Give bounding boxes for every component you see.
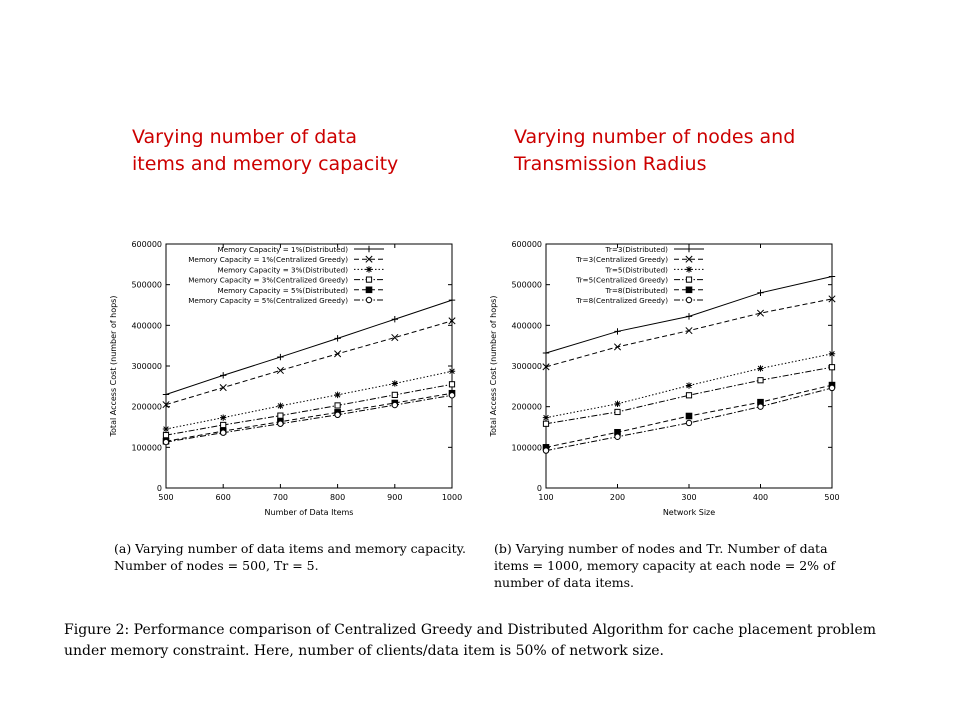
- data-point: [278, 421, 283, 426]
- data-point: [277, 403, 283, 409]
- series-5: [163, 390, 455, 444]
- y-tick-label: 600000: [131, 240, 162, 249]
- series-line: [166, 395, 452, 442]
- x-tick-label: 400: [752, 493, 769, 502]
- legend-marker: [366, 287, 372, 293]
- y-tick-label: 100000: [131, 443, 162, 453]
- caption-a: (a) Varying number of data items and memory capacity. Number of nodes = 500, Tr = 5.: [114, 541, 466, 573]
- x-tick-label: 1000: [441, 493, 463, 502]
- data-point: [163, 439, 168, 444]
- legend-marker: [366, 297, 371, 302]
- legend-entry: Tr=5(Centralized Greedy): [576, 275, 668, 285]
- data-point: [686, 382, 692, 388]
- series-2: [163, 318, 455, 408]
- chart-a: [100, 232, 470, 522]
- legend-marker: [366, 277, 371, 282]
- data-point: [163, 433, 168, 438]
- y-axis-label: Total Access Cost (number of hops): [109, 295, 118, 437]
- data-point: [220, 414, 226, 420]
- legend: [575, 245, 704, 305]
- data-point: [829, 365, 834, 370]
- legend-entry: Memory Capacity = 1%(Centralized Greedy): [188, 255, 348, 265]
- legend-marker: [366, 246, 372, 252]
- data-point: [277, 354, 283, 360]
- series-4: [163, 382, 454, 438]
- data-point: [615, 409, 620, 414]
- x-tick-label: 500: [158, 493, 174, 502]
- data-point: [163, 391, 169, 397]
- data-point: [335, 403, 340, 408]
- x-axis-label: Network Size: [662, 508, 716, 517]
- data-point: [335, 412, 340, 417]
- legend-entry: Memory Capacity = 3%(Distributed): [217, 265, 348, 275]
- data-point: [392, 380, 398, 386]
- data-point: [334, 335, 340, 341]
- y-tick-label: 300000: [511, 362, 542, 371]
- data-point: [221, 430, 226, 435]
- data-point: [829, 385, 834, 390]
- x-tick-label: 100: [538, 493, 554, 502]
- series-3: [543, 351, 835, 421]
- y-tick-label: 400000: [511, 321, 542, 331]
- data-point: [758, 378, 763, 383]
- data-point: [686, 420, 691, 425]
- data-point: [278, 413, 283, 418]
- series-line: [166, 393, 452, 441]
- data-point: [686, 413, 692, 419]
- data-point: [757, 290, 763, 296]
- y-tick-label: 100000: [511, 443, 542, 453]
- legend-entry: Tr=8(Distributed): [605, 285, 668, 295]
- legend-entry: Memory Capacity = 5%(Distributed): [217, 285, 348, 295]
- x-tick-label: 800: [329, 493, 346, 502]
- data-point: [392, 402, 397, 407]
- series-line: [546, 299, 832, 367]
- data-point: [277, 367, 283, 373]
- left-chart-heading: Varying number of data items and memory capacity: [132, 126, 399, 175]
- y-tick-label: 200000: [511, 402, 542, 412]
- legend-marker: [686, 277, 691, 282]
- legend-entry: Tr=5(Distributed): [605, 265, 668, 275]
- legend-entry: Memory Capacity = 1%(Distributed): [217, 245, 348, 254]
- data-point: [543, 421, 548, 426]
- x-tick-label: 600: [215, 493, 231, 502]
- data-point: [220, 384, 226, 390]
- data-point: [829, 351, 835, 357]
- data-point: [614, 328, 620, 334]
- legend-marker: [686, 297, 691, 302]
- series-1: [543, 273, 835, 356]
- data-point: [757, 310, 763, 316]
- data-point: [615, 434, 620, 439]
- figure-caption: Figure 2: Performance comparison of Centralized Greedy and Distributed Algorithm for cache placement problem under memory constraint. Here, number of clients/data item is 50% of network size.: [64, 622, 877, 659]
- legend-marker: [366, 266, 372, 272]
- data-point: [757, 365, 763, 371]
- data-point: [221, 422, 226, 427]
- x-tick-label: 700: [272, 493, 289, 502]
- data-point: [392, 392, 397, 397]
- chart-b: [480, 232, 850, 522]
- data-point: [686, 313, 692, 319]
- x-tick-label: 500: [824, 493, 840, 502]
- x-tick-label: 200: [609, 493, 626, 502]
- data-point: [392, 334, 398, 340]
- caption-b: (b) Varying number of nodes and Tr. Number of data items = 1000, memory capacity at each node = 2% of number of data items.: [494, 541, 836, 590]
- data-point: [543, 414, 549, 420]
- x-axis-label: Number of Data Items: [264, 508, 354, 517]
- legend-entry: Memory Capacity = 5%(Centralized Greedy): [188, 296, 348, 305]
- series-1: [163, 297, 455, 398]
- y-tick-label: 0: [536, 484, 542, 493]
- y-tick-label: 200000: [131, 402, 162, 412]
- y-tick-label: 500000: [511, 280, 542, 290]
- legend-marker: [686, 266, 692, 272]
- y-tick-label: 600000: [511, 240, 542, 249]
- legend: [188, 245, 384, 305]
- data-point: [614, 401, 620, 407]
- data-point: [543, 350, 549, 356]
- data-point: [449, 382, 454, 387]
- data-point: [829, 273, 835, 279]
- legend-entry: Memory Capacity = 3%(Centralized Greedy): [188, 275, 348, 285]
- legend-marker: [686, 287, 692, 293]
- legend-entry: Tr=8(Centralized Greedy): [576, 296, 668, 305]
- y-tick-label: 500000: [131, 280, 162, 290]
- data-point: [334, 351, 340, 357]
- data-point: [449, 393, 454, 398]
- legend-marker: [686, 246, 692, 252]
- data-point: [449, 297, 455, 303]
- data-point: [392, 316, 398, 322]
- data-point: [686, 393, 691, 398]
- series-line: [166, 300, 452, 394]
- data-point: [334, 392, 340, 398]
- x-tick-label: 300: [681, 493, 697, 502]
- y-axis-label: Total Access Cost (number of hops): [489, 295, 498, 437]
- right-chart-heading: Varying number of nodes and Transmission Radius: [514, 126, 796, 175]
- y-tick-label: 0: [156, 484, 162, 493]
- data-point: [758, 404, 763, 409]
- x-tick-label: 900: [387, 493, 403, 502]
- data-point: [163, 426, 169, 432]
- y-tick-label: 300000: [131, 362, 162, 371]
- data-point: [449, 368, 455, 374]
- legend-entry: Tr=3(Distributed): [605, 245, 668, 254]
- data-point: [220, 372, 226, 378]
- y-tick-label: 400000: [131, 321, 162, 331]
- data-point: [543, 448, 548, 453]
- legend-entry: Tr=3(Centralized Greedy): [576, 255, 668, 265]
- series-2: [543, 296, 835, 370]
